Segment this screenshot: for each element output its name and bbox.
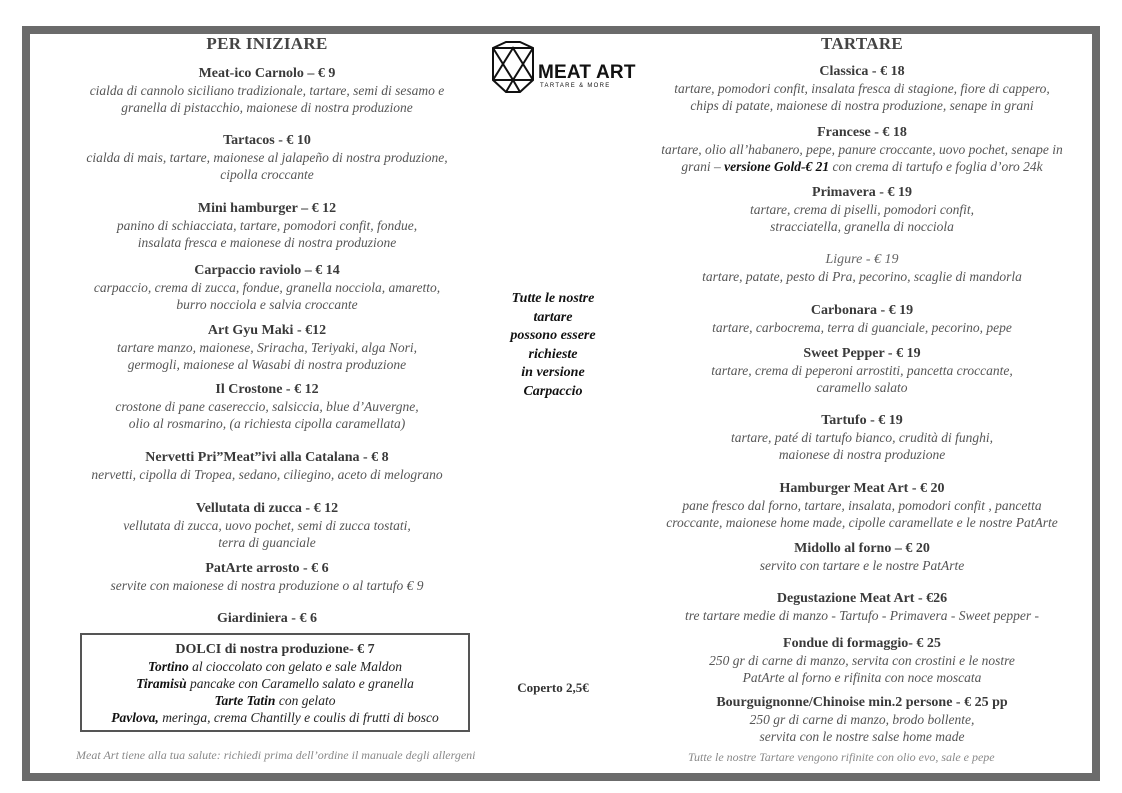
dessert-line: Tortino al cioccolato con gelato e sale Maldon [147, 659, 403, 674]
desserts-title: DOLCI di nostra produzione- € 7 [175, 642, 375, 657]
menu-item: Bourguignonne/Chinoise min.2 persone - € 25 pp 250 gr di carne di manzo, brodo bollente, servita con le nostre salse home made [716, 695, 1008, 744]
dessert-line: Tiramisù pancake con Caramello salato e granella [136, 676, 414, 691]
menu-item: Sweet Pepper - € 19 tartare, crema di peperoni arrostiti, pancetta croccante, caramello salato [711, 346, 1013, 395]
tartare-column [640, 34, 1084, 744]
menu-item: Hamburger Meat Art - € 20 pane fresco dal forno, tartare, insalata, pomodori confit , pancetta croccante, maionese home made, cipolle caramellate e le nostre PatArte [666, 481, 1058, 530]
menu-item: Ligure - € 19 tartare, patate, pesto di Pra, pecorino, scaglie di mandorla [702, 252, 1022, 284]
menu-item: Nervetti Pri”Meat”ivi alla Catalana - € 8 nervetti, cipolla di Tropea, sedano, ciliegino, aceto di melograno [91, 450, 443, 482]
menu-item: Fondue di formaggio- € 25 250 gr di carne di manzo, servita con crostini e le nostre PatArte al forno e rifinita con noce moscata [709, 636, 1015, 685]
menu-item: Vellutata di zucca - € 12 vellutata di zucca, uovo pochet, semi di zucca tostati, terra di guanciale [123, 501, 411, 550]
menu-item: Meat-ico Carnolo – € 9 cialda di cannolo siciliano tradizionale, tartare, semi di sesamo e granella di pistacchio, maionese di nostra produzione [89, 66, 445, 115]
tartare-footer: Tutte le nostre Tartare vengono rifinite con olio evo, sale e pepe [688, 750, 995, 764]
starters-column [60, 34, 474, 626]
menu-item: PatArte arrosto - € 6 servite con maionese di nostra produzione o al tartufo € 9 [110, 561, 424, 593]
logo-mark-icon [490, 40, 536, 94]
section-title-per-iniziare: PER INIZIARE [206, 34, 328, 53]
menu-item: Tartufo - € 19 tartare, paté di tartufo bianco, crudità di funghi, maionese di nostra produzione [731, 413, 993, 462]
section-title-tartare: TARTARE [820, 34, 904, 53]
menu-item: Midollo al forno – € 20 servito con tartare e le nostre PatArte [759, 541, 965, 573]
menu-item: Francese - € 18 tartare, olio all’habanero, pepe, panure croccante, uovo pochet, senape in grani – versione Gold-€ 21 con crema di tartufo e foglia d’oro 24k [661, 125, 1063, 174]
menu-item: Primavera - € 19 tartare, crema di piselli, pomodori confit, stracciatella, granella di nocciola [750, 185, 974, 234]
allergen-footer: Meat Art tiene alla tua salute: richiedi prima dell’ordine il manuale degli allergeni [76, 748, 476, 762]
menu-item: Mini hamburger – € 12 panino di schiacciata, tartare, pomodori confit, fondue, insalata fresca e maionese di nostra produzione [116, 201, 418, 250]
logo-tagline: TARTARE & MORE [540, 83, 611, 89]
menu-item: Carbonara - € 19 tartare, carbocrema, terra di guanciale, pecorino, pepe [712, 303, 1012, 335]
dessert-line: Pavlova, meringa, crema Chantilly e coulis di frutti di bosco [111, 710, 439, 725]
logo-brand: MEAT ART [538, 62, 636, 83]
dessert-line: Tarte Tatin con gelato [214, 693, 336, 708]
desserts-box [80, 633, 470, 732]
cover-charge: Coperto 2,5€ [517, 680, 589, 695]
menu-item: Carpaccio raviolo – € 14 carpaccio, crema di zucca, fondue, granella nocciola, amaretto, burro nocciola e salvia croccante [93, 263, 441, 312]
menu-item: Tartacos - € 10 cialda di mais, tartare, maionese al jalapeño di nostra produzione, cipolla croccante [86, 133, 448, 182]
menu-item: Il Crostone - € 12 crostone di pane casereccio, salsiccia, blue d’Auvergne, olio al rosmarino, (a richiesta cipolla caramellata) [115, 382, 419, 431]
menu-item: Giardiniera - € 6 [217, 611, 317, 626]
meat-art-logo [490, 40, 636, 94]
carpaccio-note: Tutte le nostre tartare possono essere richieste in versione Carpaccio [510, 291, 596, 399]
menu-item: Classica - € 18 tartare, pomodori confit, insalata fresca di stagione, fiore di cappero, chips di patate, maionese di nostra produzione, senape in grani [674, 64, 1050, 113]
menu-item: Degustazione Meat Art - €26 tre tartare medie di manzo - Tartufo - Primavera - Sweet pepper - [685, 591, 1039, 623]
menu-item: Art Gyu Maki - €12 tartare manzo, maionese, Sriracha, Teriyaki, alga Nori, germogli, maionese al Wasabi di nostra produzione [116, 323, 418, 372]
